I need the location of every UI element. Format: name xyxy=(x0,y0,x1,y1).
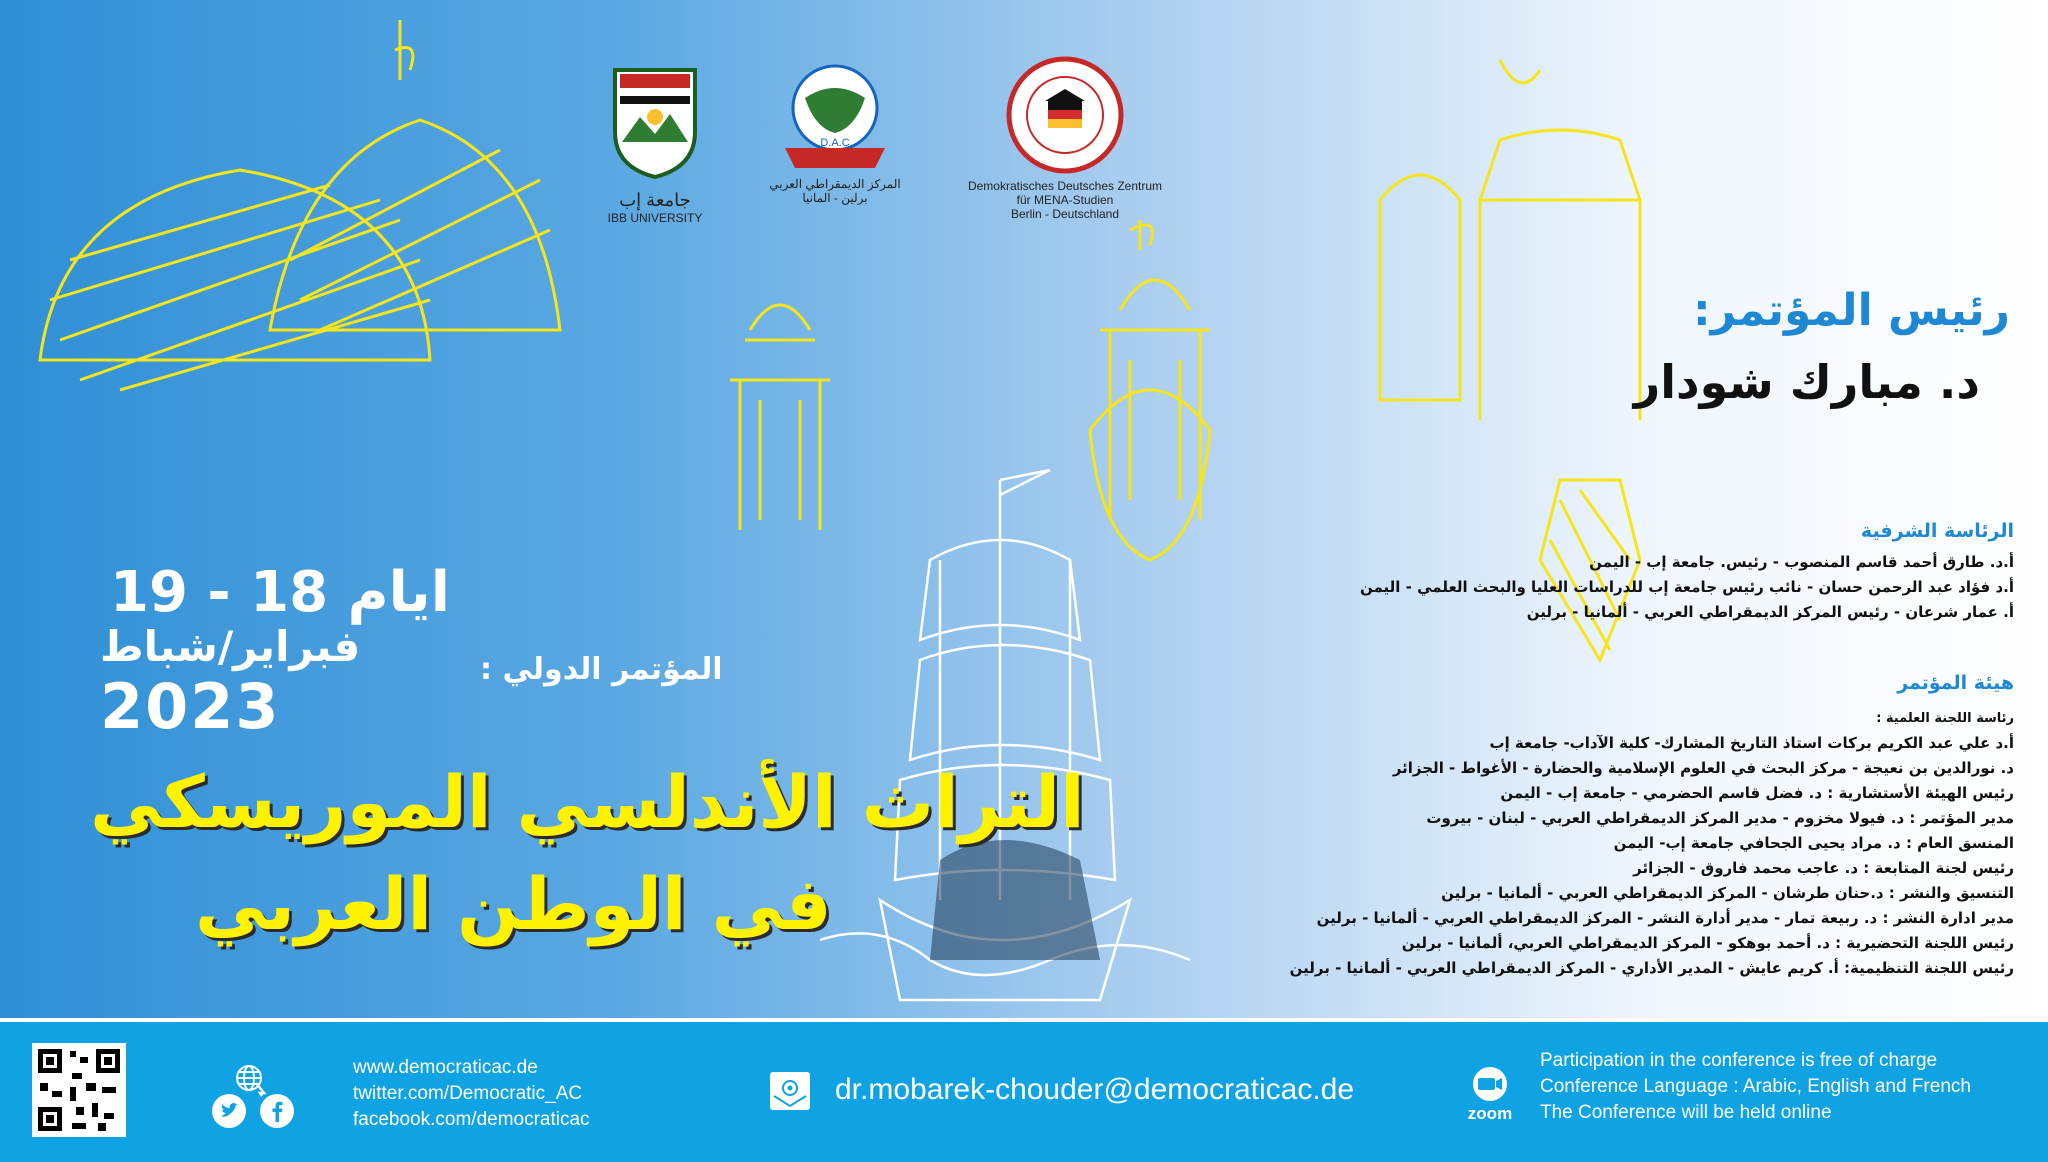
ibb-arabic-name: جامعة إب xyxy=(619,190,691,210)
dgc-logo xyxy=(950,55,1180,221)
ibb-university-logo xyxy=(607,62,710,225)
contact-email[interactable]: dr.mobarek-chouder@democraticac.de xyxy=(835,1073,1355,1106)
info-line: Participation in the conference is free of charge xyxy=(1540,1050,1938,1071)
zoom-label: zoom xyxy=(1467,1104,1513,1123)
committee-line: المنسق العام : د. مراد يحيى الجحافي جامعة إب- اليمن xyxy=(1613,834,2014,852)
ship-shadow xyxy=(930,840,1100,960)
facebook-link[interactable]: facebook.com/democraticac xyxy=(353,1109,590,1130)
ibb-shield-icon xyxy=(610,62,700,180)
website-link[interactable]: www.democraticac.de xyxy=(353,1057,538,1078)
honorary-line: أ.د فؤاد عبد الرحمن حسان - نائب رئيس جامعة إب للدراسات العليا والبحث العلمي - اليمن xyxy=(1359,578,2014,596)
committee-line: رئيس اللجنة التنظيمية: أ. كريم عايش - المدير الأداري - المركز الديمقراطي العربي - ألمانيا - برلين xyxy=(1289,959,2014,977)
conference-title-line2: في الوطن العربي xyxy=(195,862,832,946)
twitter-link[interactable]: twitter.com/Democratic_AC xyxy=(353,1083,583,1104)
dac-arabic-line2: برلين - المانيا xyxy=(802,191,868,205)
committee-line: أ.د علي عبد الكريم بركات استاذ التاريخ المشارك- كلية الآداب- جامعة إب xyxy=(1489,734,2014,752)
dgc-seal-icon xyxy=(950,55,1180,175)
committee-line: التنسيق والنشر : د.حنان طرشان - المركز الديمقراطي العربي - ألمانيا - برلين xyxy=(1441,884,2014,902)
dac-arabic-line1: المركز الديمقراطي العربي xyxy=(769,177,901,191)
committee-line: مدير ادارة النشر : د. ربيعة تمار - مدير أدارة النشر - المركز الديمقراطي العربي - ألمانيا - برلين xyxy=(1316,909,2014,927)
committee-list xyxy=(1290,706,2014,981)
info-line: The Conference will be held online xyxy=(1540,1102,1832,1123)
dac-logo xyxy=(765,58,905,205)
dgc-name-line2: für MENA-Studien xyxy=(1016,193,1114,207)
honorary-line: أ. عمار شرعان - رئيس المركز الديمقراطي العربي - ألمانيا - برلين xyxy=(1526,603,2014,621)
twitter-icon[interactable] xyxy=(212,1094,246,1128)
info-line: Conference Language : Arabic, English and French xyxy=(1540,1076,1971,1097)
honorary-heading: الرئاسة الشرفية xyxy=(1860,520,2014,542)
committee-line: رئيس لجنة المتابعة : د. عاجب محمد فاروق - الجزائر xyxy=(1633,859,2014,877)
conference-info xyxy=(1540,1048,1971,1126)
facebook-icon[interactable] xyxy=(260,1094,294,1128)
honorary-line: أ.د. طارق أحمد قاسم المنصوب - رئيس. جامعة إب - اليمن xyxy=(1589,553,2014,571)
conference-title-line1: التراث الأندلسي الموريسكي xyxy=(90,760,1085,844)
chair-name: د. مبارك شودار xyxy=(1633,355,1980,409)
globe-icon[interactable] xyxy=(234,1063,268,1097)
dac-emblem-icon xyxy=(765,58,905,173)
dgc-name-line3: Berlin - Deutschland xyxy=(1010,207,1120,221)
committee-line: رئيس الهيئة الأستشارية : د. فضل قاسم الحضرمي - جامعة إب - اليمن xyxy=(1500,784,2014,802)
ibb-english-name: IBB UNIVERSITY xyxy=(607,211,703,225)
conference-month: فبراير/شباط xyxy=(100,622,361,671)
international-conference-label: المؤتمر الدولي : xyxy=(480,652,723,687)
qr-code-icon[interactable] xyxy=(32,1043,126,1137)
committee-heading: هيئة المؤتمر xyxy=(1897,672,2014,694)
committee-line: رئاسة اللجنة العلمية : xyxy=(1876,711,2014,726)
social-links xyxy=(353,1055,590,1133)
zoom-icon[interactable] xyxy=(1465,1066,1515,1123)
committee-line: د. نورالدين بن نعيجة - مركز البحث في العلوم الإسلامية والحضارة - الأغواط - الجزائر xyxy=(1392,759,2014,777)
committee-line: مدير المؤتمر : د. فيولا مخزوم - مدير المركز الديمقراطي العربي - لبنان - بيروت xyxy=(1426,809,2014,827)
conference-year: 2023 xyxy=(100,670,281,743)
dac-emblem-text: D.A.C xyxy=(820,137,850,149)
email-icon xyxy=(770,1072,810,1110)
conference-days: ايام 18 - 19 xyxy=(110,560,450,625)
dgc-name-line1: Demokratisches Deutsches Zentrum xyxy=(967,179,1163,193)
honorary-list xyxy=(1360,550,2014,625)
committee-line: رئيس اللجنة التحضيرية : د. أحمد بوهكو - المركز الديمقراطي العربي، ألمانيا - برلين xyxy=(1401,934,2014,952)
chair-label: رئيس المؤتمر: xyxy=(1692,285,2010,336)
